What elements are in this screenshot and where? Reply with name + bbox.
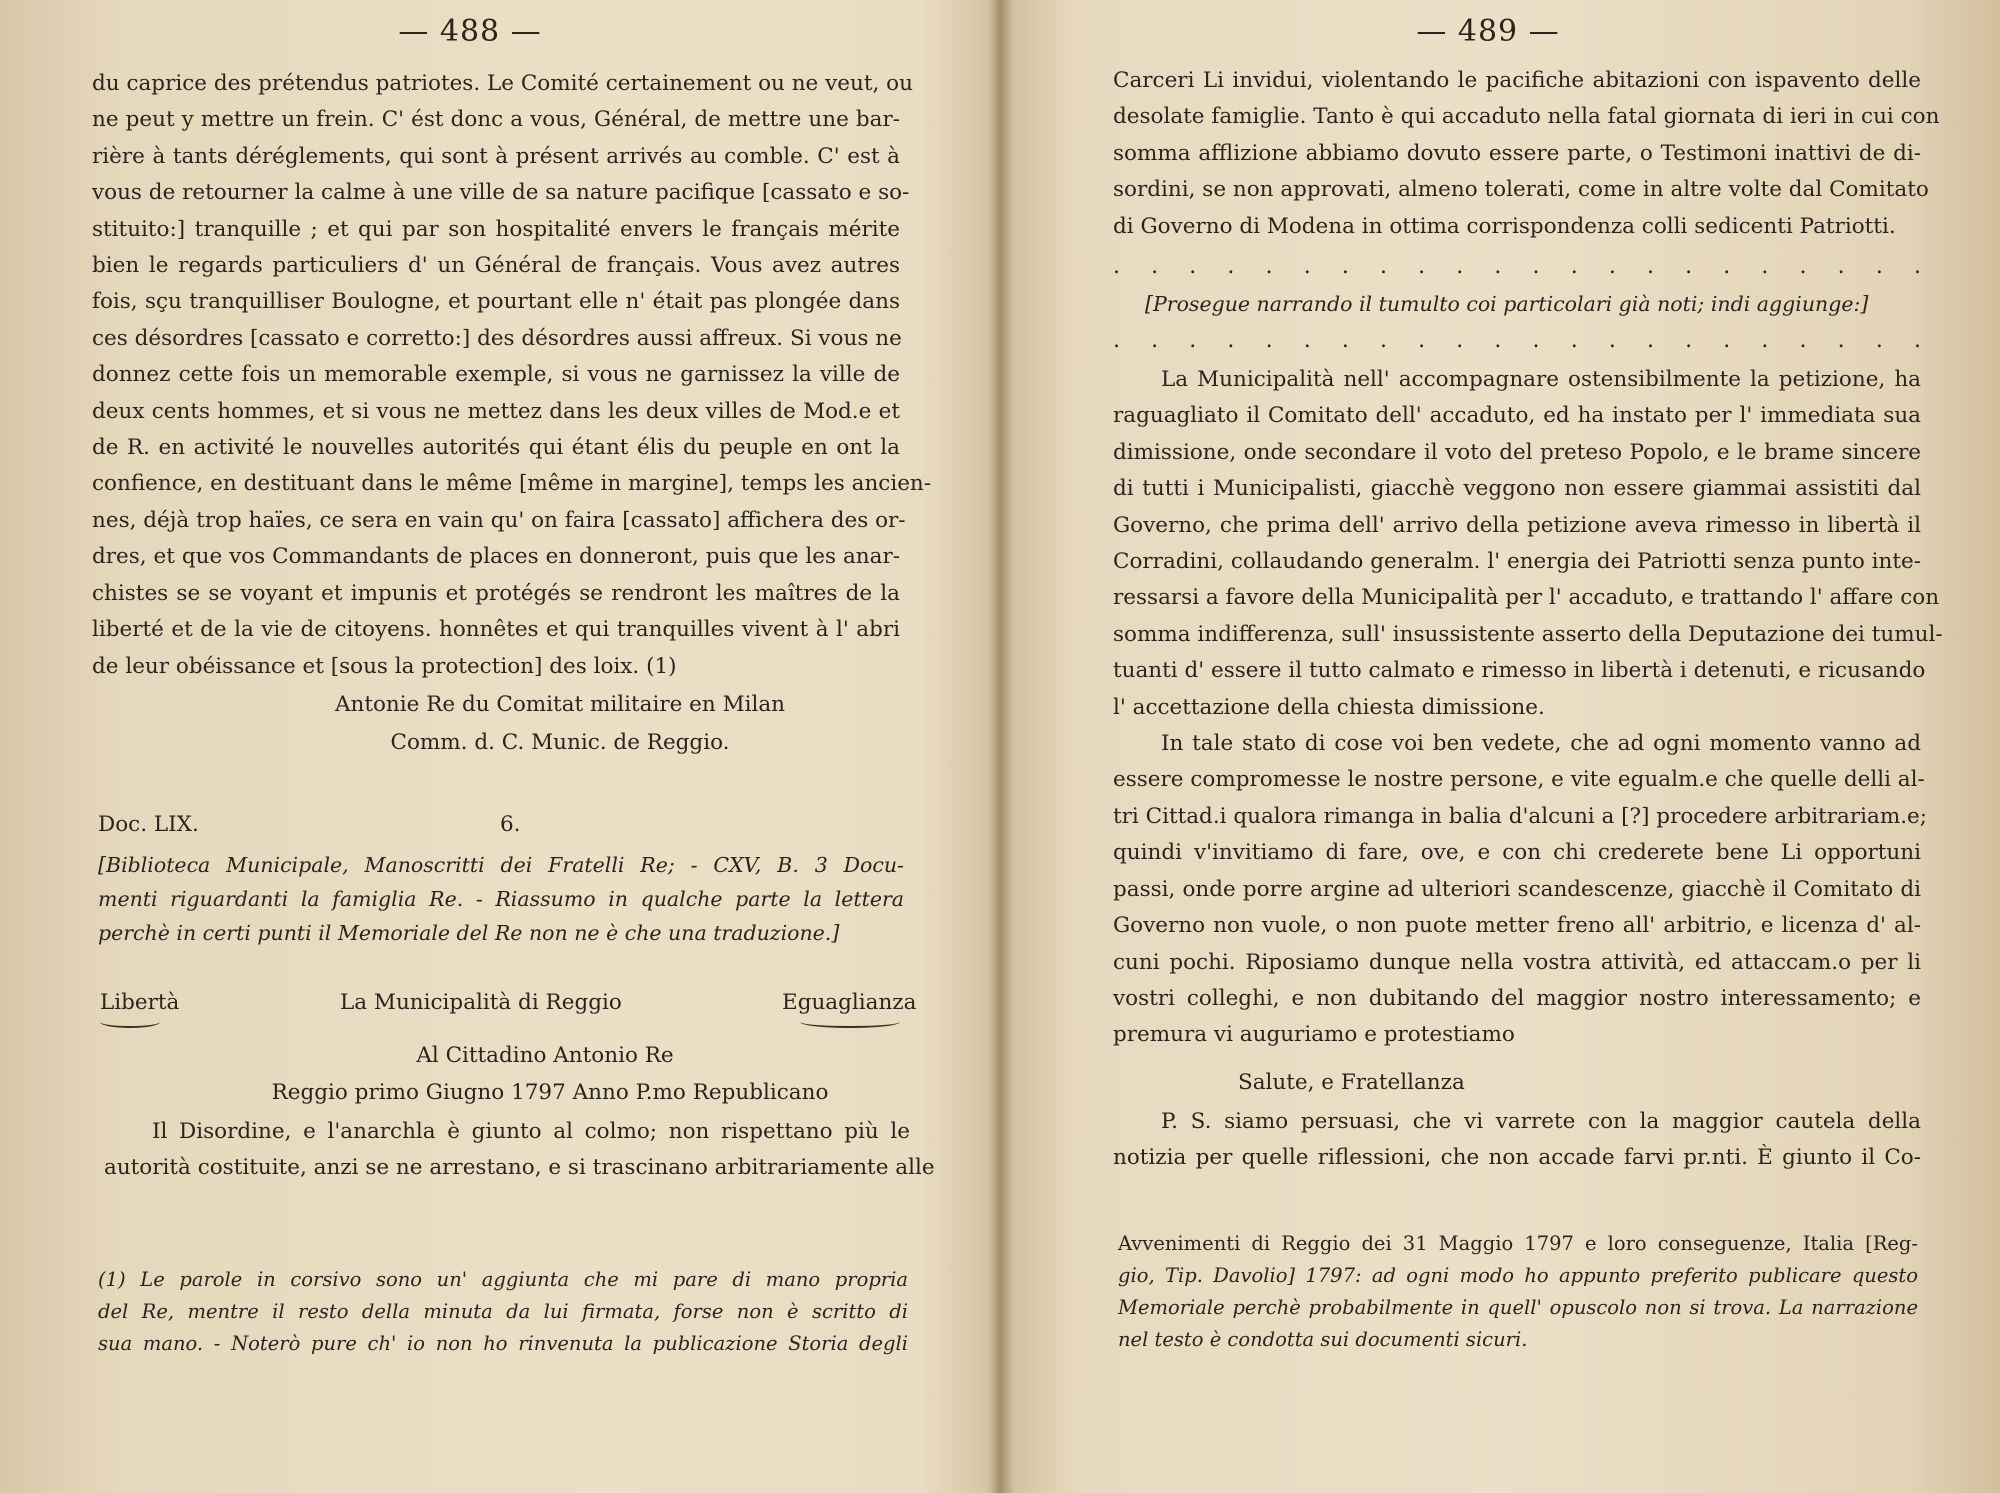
text-line: vostri colleghi, e non dubitando del maggior nostro interessamento; e	[1113, 985, 1921, 1011]
text-line: du caprice des prétendus patriotes. Le Comité certainement ou ne veut, ou	[92, 71, 913, 96]
footnote-line: nel testo è condotta sui documenti sicuri.	[1118, 1328, 1528, 1351]
text-line: tuanti d' essere il tutto calmato e rimesso in libertà i detenuti, e ricusando	[1113, 658, 1926, 684]
text-line: rière à tants déréglements, qui sont à présent arrivés au comble. C' est à	[92, 143, 900, 169]
text-line: deux cents hommes, et si vous ne mettez dans les deux villes de Mod.e et	[92, 398, 900, 424]
text-line: liberté et de la vie de citoyens. honnêtes et qui tranquilles vivent à l' abri	[92, 617, 900, 643]
text-line: l' accettazione della chiesta dimissione.	[1113, 694, 1545, 720]
footnote	[1118, 1228, 1918, 1356]
footnote-line: Avvenimenti di Reggio dei 31 Maggio 1797 e loro conseguenze, Italia [Reg-	[1118, 1232, 1918, 1255]
letter-body	[104, 1114, 935, 1187]
text-line: stituito:] tranquille ; et qui par son hospitalité envers le français mérite	[92, 216, 900, 242]
source-line: perchè in certi punti il Memoriale del Re non ne è che una traduzione.]	[98, 921, 840, 945]
postscript	[1113, 1104, 1921, 1177]
text-line: Carceri Li invidui, violentando le pacifiche abitazioni con ispavento delle	[1113, 68, 1921, 93]
source-line: menti riguardanti la famiglia Re. - Riassumo in qualche parte la lettera	[98, 887, 904, 911]
text-line: Corradini, collaudando generalm. l' energia dei Patriotti senza punto inte-	[1113, 549, 1921, 575]
text-line: fois, sçu tranquilliser Boulogne, et pourtant elle n' était pas plongée dans	[92, 289, 900, 315]
text-line: nes, déjà trop haïes, ce sera en vain qu' on faira [cassato] affichera des or-	[92, 507, 906, 533]
ellipsis-row: . . . . . . . . . . . . . . . . . . . . . .	[1113, 254, 1921, 279]
paragraph	[1113, 362, 1943, 1054]
footnote-line: Memoriale perchè probabilmente in quell' opuscolo non si trova. La narrazione	[1118, 1296, 1918, 1319]
text-line: autorità costituite, anzi se ne arrestano, e si trascinano arbitrariamente alle	[104, 1155, 935, 1181]
source-line: [Biblioteca Municipale, Manoscritti dei Fratelli Re; - CXV, B. 3 Docu-	[98, 853, 904, 877]
letterhead-left: Libertà	[100, 990, 180, 1015]
letter-text	[1113, 63, 1940, 245]
text-line: confience, en destituant dans le même [même in margine], temps les ancien-	[92, 471, 932, 497]
text-line: passi, onde porre argine ad ulteriori scandescenze, giacchè il Comitato di	[1113, 876, 1921, 902]
addressee: Al Cittadino Antonio Re	[416, 1043, 674, 1068]
text-line: notizia per quelle riflessioni, che non accade farvi pr.nti. È giunto il Co-	[1113, 1145, 1921, 1171]
text-line: desolate famiglie. Tanto è qui accaduto nella fatal giornata di ieri in cui con	[1113, 104, 1940, 130]
footnote-line: del Re, mentre il resto della minuta da lui firmata, forse non è scritto di	[98, 1300, 908, 1323]
letterhead-center: La Municipalità di Reggio	[340, 990, 622, 1015]
text-line: de R. en activité le nouvelles autorités qui étant élis du peuple en ont la	[92, 435, 900, 461]
text-line: ressarsi a favore della Municipalità per l' accaduto, e trattando l' affare con	[1113, 585, 1940, 611]
page-number: — 488 —	[398, 14, 542, 49]
text-line: ces désordres [cassato e corretto:] des désordres aussi affreux. Si vous ne	[92, 325, 902, 351]
signature-line: Comm. d. C. Munic. de Reggio.	[390, 730, 730, 755]
footnote-line: gio, Tip. Davolio] 1797: ad ogni modo ho appunto preferito publicare questo	[1118, 1264, 1918, 1287]
page-number: — 489 —	[1416, 14, 1560, 49]
doc-number: 6.	[500, 812, 521, 837]
editorial-note: [Prosegue narrando il tumulto coi particolari già noti; indi aggiunge:]	[1145, 292, 1869, 316]
text-line: Governo, che prima dell' arrivo della petizione aveva rimesso in libertà il	[1113, 512, 1921, 538]
text-line: bien le regards particuliers d' un Général de français. Vous avez autres	[92, 253, 900, 279]
closing: Salute, e Fratellanza	[1238, 1070, 1465, 1095]
footnote-line: (1) Le parole in corsivo sono un' aggiunta che mi pare di mano propria	[98, 1268, 908, 1291]
text-line: sordini, se non approvati, almeno tolerati, come in altre volte dal Comitato	[1113, 177, 1929, 203]
text-line: somma indifferenza, sull' insussistente asserto della Deputazione dei tumul-	[1113, 621, 1943, 647]
text-line: raguagliato il Comitato dell' accaduto, ed ha instato per l' immediata sua	[1113, 403, 1921, 429]
ellipsis-row: . . . . . . . . . . . . . . . . . . . . . .	[1113, 328, 1921, 353]
source-note	[98, 848, 904, 950]
text-line: vous de retourner la calme à une ville de sa nature pacifique [cassato e so-	[92, 180, 910, 206]
signature-line: Antonie Re du Comitat militaire en Milan	[334, 692, 786, 717]
text-line: premura vi auguriamo e protestiamo	[1113, 1022, 1515, 1048]
text-line: chistes se se voyant et impunis et protégés se rendront les maîtres de la	[92, 580, 900, 606]
text-line: dimissione, onde secondare il voto del preteso Popolo, e le brame sincere	[1113, 439, 1921, 465]
text-line: de leur obéissance et [sous la protection] des loix. (1)	[92, 653, 677, 679]
dateline: Reggio primo Giugno 1797 Anno P.mo Republicano	[271, 1080, 829, 1105]
text-line: tri Cittad.i qualora rimanga in balia d'alcuni a [?] procedere arbitrariam.e;	[1113, 803, 1928, 829]
text-line: donnez cette fois un memorable exemple, si vous ne garnissez la ville de	[92, 362, 900, 388]
ornament-swash	[100, 1016, 160, 1028]
text-line: somma afflizione abbiamo dovuto essere parte, o Testimoni inattivi de di-	[1113, 140, 1921, 166]
text-line: In tale stato di cose voi ben vedete, che ad ogni momento vanno ad	[1161, 731, 1921, 757]
text-line: Il Disordine, e l'anarchla è giunto al colmo; non rispettano più le	[152, 1119, 910, 1144]
text-line: dres, et que vos Commandants de places en donneront, puis que les anar-	[92, 544, 900, 570]
footnote-line: sua mano. - Noterò pure ch' io non ho rinvenuta la publicazione Storia degli	[98, 1332, 908, 1355]
right-page	[1000, 0, 2000, 1493]
text-line: P. S. siamo persuasi, che vi varrete con la maggior cautela della	[1161, 1109, 1921, 1134]
text-line: Governo non vuole, o non puote metter freno all' arbitrio, e licenza d' al-	[1113, 913, 1921, 939]
text-line: di tutti i Municipalisti, giacchè veggono non essere giammai assistiti dal	[1113, 476, 1921, 502]
text-line: La Municipalità nell' accompagnare ostensibilmente la petizione, ha	[1161, 367, 1921, 392]
text-line: ne peut y mettre un frein. C' ést donc a vous, Général, de mettre une bar-	[92, 107, 900, 133]
text-line: quindi v'invitiamo di fare, ove, e con chi crederete bene Li opportuni	[1113, 840, 1921, 866]
letter-text	[92, 66, 932, 685]
letterhead-right: Eguaglianza	[782, 990, 917, 1015]
text-line: di Governo di Modena in ottima corrispondenza colli sedicenti Patriotti.	[1113, 213, 1896, 239]
text-line: cuni pochi. Riposiamo dunque nella vostra attività, ed attaccam.o per li	[1113, 949, 1921, 975]
text-line: essere compromesse le nostre persone, e vite egualm.e che quelle delli al-	[1113, 767, 1925, 793]
ornament-swash	[800, 1016, 900, 1028]
doc-label: Doc. LIX.	[98, 812, 199, 837]
footnote	[98, 1264, 908, 1360]
